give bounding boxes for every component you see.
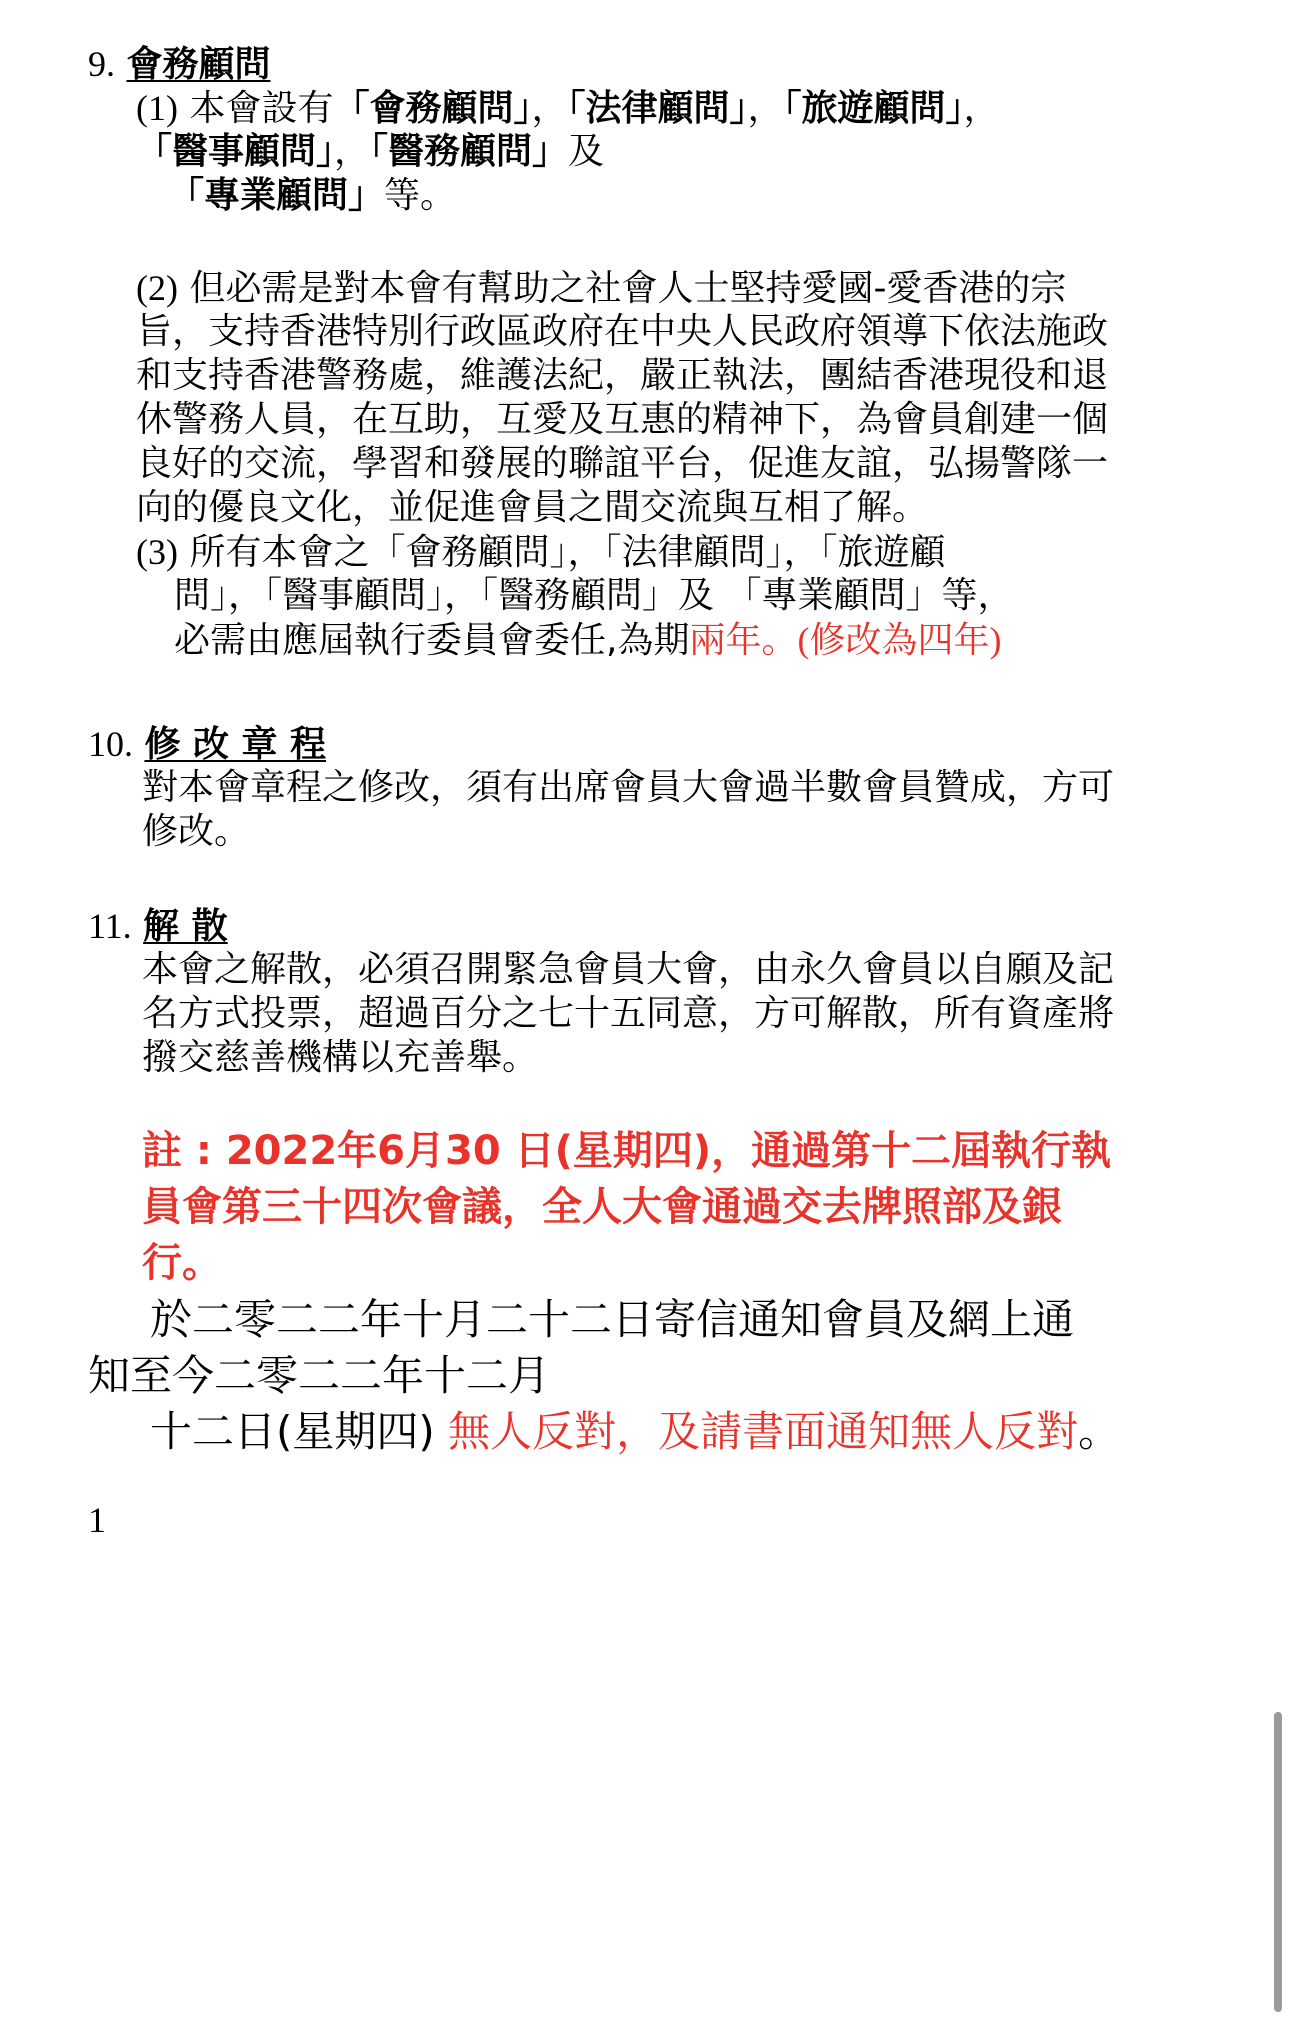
section-11-heading bbox=[88, 904, 228, 949]
advisor-term: 「旅遊顧問」 bbox=[783, 88, 964, 129]
section-10-number: 10. bbox=[88, 724, 133, 764]
section-9-item-3-line-3 bbox=[174, 618, 1001, 663]
section-9-heading bbox=[88, 42, 270, 87]
advisor-term: 「法律顧問」 bbox=[567, 88, 748, 129]
section-9-item-1-line-3 bbox=[168, 174, 456, 218]
section-9-number: 9. bbox=[88, 44, 115, 84]
item-label: (1) bbox=[136, 88, 178, 128]
notice-line-1: 於二零二二年十月二十二日寄信通知會員及網上通 bbox=[150, 1295, 1075, 1344]
item-text: 所有本會之「會務顧問」，「法律顧問」，「旅遊顧 bbox=[189, 532, 946, 573]
section-9-item-2-line-6: 向的優良文化，並促進會員之間交流與互相了解。 bbox=[136, 487, 929, 528]
item-text-end: 等。 bbox=[384, 175, 457, 216]
section-11-line-2: 名方式投票，超過百分之七十五同意，方可解散，所有資產將 bbox=[142, 993, 1115, 1034]
note-line-2: 員會第三十四次會議，全人大會通過交去牌照部及銀 bbox=[142, 1184, 1062, 1230]
section-11-line-3: 撥交慈善機構以充善舉。 bbox=[142, 1037, 539, 1078]
notice-date: 十二日(星期四) bbox=[150, 1407, 435, 1456]
section-11-title: 解 散 bbox=[143, 906, 228, 947]
notice-line-2: 知至今二零二二年十二月 bbox=[88, 1351, 551, 1400]
item-text: 本會設有 bbox=[189, 88, 334, 129]
page-number: 1 bbox=[88, 1500, 106, 1540]
note-line-3: 行。 bbox=[142, 1240, 222, 1286]
notice-no-objection: 無人反對，及請書面通知無人反對 bbox=[448, 1407, 1079, 1456]
section-10-heading bbox=[88, 722, 326, 767]
term-two-years: 兩年。 bbox=[689, 620, 798, 661]
note-line-1: 註 : 2022年6月30 日(星期四)，通過第十二屆執行執 bbox=[142, 1128, 1112, 1174]
section-9-item-2-line-2: 旨，支持香港特別行政區政府在中央人民政府領導下依法施政 bbox=[136, 311, 1109, 352]
section-9-title: 會務顧問 bbox=[126, 44, 271, 85]
item-label: (2) bbox=[136, 268, 178, 308]
section-11-line-1: 本會之解散，必須召開緊急會員大會，由永久會員以自願及記 bbox=[142, 949, 1115, 990]
advisor-term: 「會務顧問」 bbox=[333, 88, 532, 129]
section-9-item-3-line-1 bbox=[136, 530, 945, 575]
section-9-item-2-line-4: 休警務人員，在互助，互愛及互惠的精神下，為會員創建一個 bbox=[136, 399, 1109, 440]
advisor-term: 「醫事顧問」 bbox=[136, 131, 335, 172]
advisor-term: 「專業顧問」 bbox=[168, 175, 385, 216]
separator: ， bbox=[747, 88, 784, 129]
section-9-item-1-line-2 bbox=[136, 130, 604, 174]
separator: ， bbox=[531, 88, 568, 129]
vertical-scrollbar[interactable] bbox=[1274, 1712, 1282, 2012]
section-9-item-2-line-1 bbox=[136, 266, 1066, 311]
amendment-note: (修改為四年) bbox=[797, 620, 1002, 660]
advisor-term: 「醫務顧問」 bbox=[370, 131, 569, 172]
section-9-item-2-line-3: 和支持香港警務處，維護法紀，嚴正執法，團結香港現役和退 bbox=[136, 355, 1109, 396]
item-text: 但必需是對本會有幫助之社會人士堅持愛國-愛香港的宗 bbox=[189, 268, 1067, 309]
section-9-item-2-line-5: 良好的交流，學習和發展的聯誼平台，促進友誼，弘揚警隊一 bbox=[136, 443, 1109, 484]
section-10-line-1: 對本會章程之修改，須有出席會員大會過半數會員贊成，方可 bbox=[142, 767, 1115, 808]
section-10-title: 修 改 章 程 bbox=[144, 724, 327, 765]
section-10-line-2: 修改。 bbox=[142, 811, 251, 852]
section-11-number: 11. bbox=[88, 906, 132, 946]
notice-line-3 bbox=[150, 1406, 1120, 1458]
separator: ， bbox=[334, 131, 371, 172]
item-label: (3) bbox=[136, 532, 178, 572]
separator: ， bbox=[963, 88, 1000, 129]
section-9-item-1-line-1 bbox=[136, 86, 1000, 131]
section-9-item-3-line-2: 問」，「醫事顧問」，「醫務顧問」及 「專業顧問」等， bbox=[174, 575, 1014, 616]
conjunction: 及 bbox=[568, 131, 605, 172]
notice-end: 。 bbox=[1078, 1407, 1121, 1456]
item-text: 必需由應屆執行委員會委任,為期 bbox=[174, 620, 690, 661]
